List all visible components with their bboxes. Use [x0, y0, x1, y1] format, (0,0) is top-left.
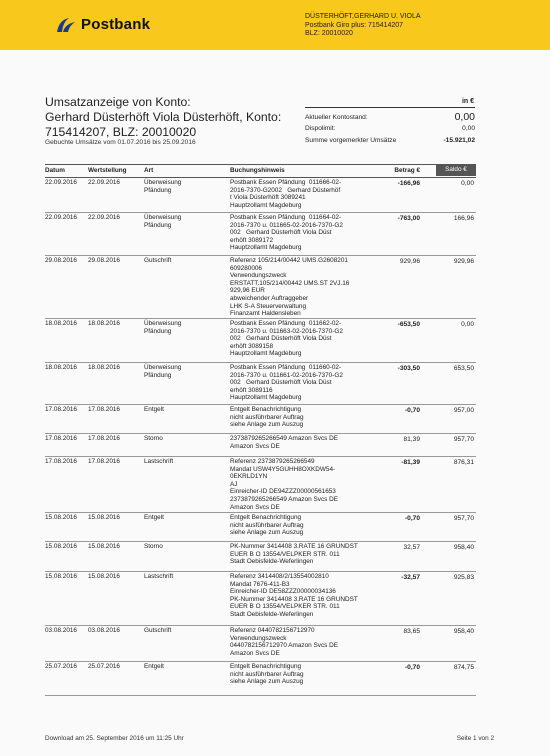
header-account-info: [305, 13, 421, 39]
bank-name: Postbank: [81, 15, 151, 33]
summary-label: Aktueller Kontostand:: [305, 114, 368, 121]
table-row: [45, 456, 476, 513]
cell-type: Überweisung Pfändung: [144, 364, 182, 379]
header-account-line: BLZ: 20010020: [305, 30, 353, 38]
table-row: [45, 362, 476, 405]
summary-divider: [305, 107, 475, 108]
cell-value-date: 15.08.2016: [88, 514, 120, 521]
cell-value-date: 25.07.2016: [88, 663, 120, 670]
table-row: [45, 541, 476, 572]
summary-label: Summe vorgemerkter Umsätze: [305, 137, 397, 144]
cell-balance: 653,50: [453, 365, 474, 372]
cell-value-date: 03.08.2016: [88, 627, 120, 634]
cell-note: PK-Nummer 3414408 3.RATE 16 GRUNDST EUER B O 13554/VELPKER STR. 011 Stadt Oebisfelde-Weferlingen: [230, 543, 358, 566]
cell-note: Referenz 105/214/00442 UMS.G2608201 609280006 Verwendungszweck ERSTATT.105/214/00442 UMS.ST 2VJ.16 929,96 EUR abweichender Auftraggeber LHK S-A Steuerverwaltung Finanzamt Haldensleben: [230, 257, 350, 318]
document-title: Umsatzanzeige von Konto:: [45, 95, 191, 109]
cell-balance: 957,70: [453, 515, 474, 522]
column-header-type: Art: [144, 167, 154, 174]
summary-row-balance: [305, 111, 475, 123]
table-row: [45, 318, 476, 363]
column-header-amount: Betrag €: [394, 167, 420, 174]
table-row: [45, 177, 476, 213]
cell-value-date: 17.08.2016: [88, 406, 120, 413]
cell-value-date: 18.08.2016: [88, 364, 120, 371]
column-header-date: Datum: [45, 167, 65, 174]
cell-date: 17.08.2016: [45, 406, 77, 413]
cell-date: 18.08.2016: [45, 320, 77, 327]
cell-date: 15.08.2016: [45, 514, 77, 521]
cell-note: Referenz 2373879265266549 Mandat USW4Y5GUHH8OXKDW54- 0EKRLD1YN AJ Einreicher-ID DE94ZZZ00000561653 2373879265266549 Amazon Svcs DE Amazon Svcs DE: [230, 458, 339, 511]
cell-note: Postbank Essen Pfändung 011660-02- 2016-7370 u. 011661-02-2016-7370-G2 002 Gerhard Düsterhöft Viola Düst erhöft 3089116 Hauptzollamt Magdeburg: [230, 364, 343, 402]
cell-amount: -166,96: [397, 180, 420, 187]
cell-balance: 957,00: [453, 407, 474, 414]
cell-note: Referenz 0440782156712970 Verwendungszweck 0440782156712970 Amazon Svcs DE Amazon Svcs DE: [230, 627, 339, 657]
cell-note: Postbank Essen Pfändung 011666-02- 2016-7370-G2002 Gerhard Düsterhöf t Viola Düsterhöft 3089241 Hauptzollamt Magdeburg: [230, 179, 342, 209]
column-header-note: Buchungshinweis: [230, 167, 285, 174]
column-header-value-date: Wertstellung: [88, 167, 127, 174]
cell-type: Entgelt: [144, 663, 164, 670]
cell-date: 03.08.2016: [45, 627, 77, 634]
postbank-logo: [55, 14, 150, 34]
table-row: [45, 625, 476, 662]
account-owner-line: 715414207, BLZ: 20010020: [45, 125, 197, 139]
cell-value-date: 15.08.2016: [88, 573, 120, 580]
cell-balance: 925,83: [453, 574, 474, 581]
cell-note: Referenz 3414408/2/13554002810 Mandat 7676-411-B3 Einreicher-ID DE58ZZZ00000034136 PK-Nummer 3414408 3.RATE 16 GRUNDST EUER B O 13554/VELPKER STR. 011 Stadt Oebisfelde-Weferlingen: [230, 573, 358, 618]
cell-value-date: 18.08.2016: [88, 320, 120, 327]
table-row: [45, 512, 476, 542]
cell-value-date: 29.08.2016: [88, 257, 120, 264]
cell-date: 29.08.2016: [45, 257, 77, 264]
cell-date: 22.09.2016: [45, 179, 77, 186]
summary-value: 0,00: [454, 111, 475, 123]
cell-amount: -303,50: [397, 365, 420, 372]
table-row: [45, 661, 476, 696]
cell-note: Entgelt Benachrichtigung nicht ausführbarer Auftrag siehe Anlage zum Auszug: [230, 663, 304, 686]
cell-amount: -653,50: [397, 321, 420, 328]
table-header: [45, 164, 476, 178]
cell-type: Entgelt: [144, 406, 164, 413]
postbank-logo-icon: [55, 14, 77, 34]
cell-value-date: 22.09.2016: [88, 214, 120, 221]
cell-amount: -81,39: [401, 459, 420, 466]
cell-date: 18.08.2016: [45, 364, 77, 371]
cell-type: Überweisung Pfändung: [144, 320, 182, 335]
cell-type: Überweisung Pfändung: [144, 214, 182, 229]
table-row: [45, 404, 476, 434]
header-account-line: Postbank Giro plus: 715414207: [305, 21, 404, 29]
cell-note: Entgelt Benachrichtigung nicht ausführbarer Auftrag siehe Anlage zum Auszug: [230, 406, 304, 429]
booking-period: Gebuchte Umsätze vom 01.07.2016 bis 25.09.2016: [45, 139, 196, 146]
currency-label: in €: [461, 98, 474, 105]
cell-note: 2373879265266549 Amazon Svcs DE Amazon Svcs DE: [230, 435, 339, 450]
cell-note: Postbank Essen Pfändung 011664-02- 2016-7370 u. 011665-02-2016-7370-G2 002 Gerhard Düsterhöft Viola Düst erhöft 3089172 Hauptzollamt Magdeburg: [230, 214, 343, 252]
account-owner: [45, 110, 305, 140]
cell-value-date: 15.08.2016: [88, 543, 120, 550]
cell-amount: 32,57: [403, 544, 420, 551]
summary-value: -15.921,02: [443, 137, 475, 144]
table-row: [45, 255, 476, 319]
cell-balance: 958,40: [453, 544, 474, 551]
cell-date: 22.09.2016: [45, 214, 77, 221]
cell-type: Storno: [144, 435, 163, 442]
cell-amount: 929,96: [399, 258, 420, 265]
cell-balance: 958,40: [453, 628, 474, 635]
cell-balance: 166,96: [453, 215, 474, 222]
cell-date: 17.08.2016: [45, 458, 77, 465]
cell-type: Lastschrift: [144, 573, 174, 580]
cell-date: 17.08.2016: [45, 435, 77, 442]
cell-value-date: 17.08.2016: [88, 435, 120, 442]
summary-value: 0,00: [462, 125, 475, 132]
cell-balance: 874,75: [453, 664, 474, 671]
cell-balance: 957,70: [453, 436, 474, 443]
cell-note: Entgelt Benachrichtigung nicht ausführbarer Auftrag siehe Anlage zum Auszug: [230, 514, 304, 537]
table-row: [45, 212, 476, 256]
cell-type: Storno: [144, 543, 163, 550]
cell-date: 15.08.2016: [45, 543, 77, 550]
cell-date: 25.07.2016: [45, 663, 77, 670]
header-bar: [0, 0, 550, 50]
cell-amount: -0,70: [404, 664, 420, 671]
download-timestamp: Download am 25. September 2016 um 11:25 Uhr: [45, 735, 184, 742]
table-row: [45, 571, 476, 626]
cell-balance: 0,00: [461, 180, 474, 187]
cell-balance: 0,00: [461, 321, 474, 328]
summary-label: Dispolimit:: [305, 125, 336, 132]
cell-value-date: 17.08.2016: [88, 458, 120, 465]
cell-type: Gutschrift: [144, 627, 172, 634]
cell-balance: 929,96: [453, 258, 474, 265]
cell-type: Lastschrift: [144, 458, 174, 465]
summary-row-dispo: [305, 125, 475, 132]
cell-type: Entgelt: [144, 514, 164, 521]
cell-amount: -0,70: [404, 515, 420, 522]
cell-amount: 81,39: [403, 436, 420, 443]
cell-date: 15.08.2016: [45, 573, 77, 580]
cell-value-date: 22.09.2016: [88, 179, 120, 186]
cell-balance: 876,31: [453, 459, 474, 466]
table-row: [45, 433, 476, 457]
summary-row-pending: [305, 137, 475, 144]
cell-amount: -0,70: [404, 407, 420, 414]
page-number: Seite 1 von 2: [456, 735, 494, 742]
account-owner-line: Gerhard Düsterhöft Viola Düsterhöft, Konto:: [45, 110, 282, 124]
cell-note: Postbank Essen Pfändung 011662-02- 2016-7370 u. 011663-02-2016-7370-G2 002 Gerhard Düsterhöft Viola Düst erhöft 3089158 Hauptzollamt Magdeburg: [230, 320, 343, 358]
cell-type: Gutschrift: [144, 257, 172, 264]
header-account-line: DÜSTERHÖFT,GERHARD U. VIOLA: [305, 13, 421, 20]
cell-amount: -763,00: [397, 215, 420, 222]
cell-amount: -32,57: [401, 574, 420, 581]
column-header-balance: Saldo €: [436, 164, 476, 176]
cell-type: Überweisung Pfändung: [144, 179, 182, 194]
cell-amount: 83,65: [403, 628, 420, 635]
